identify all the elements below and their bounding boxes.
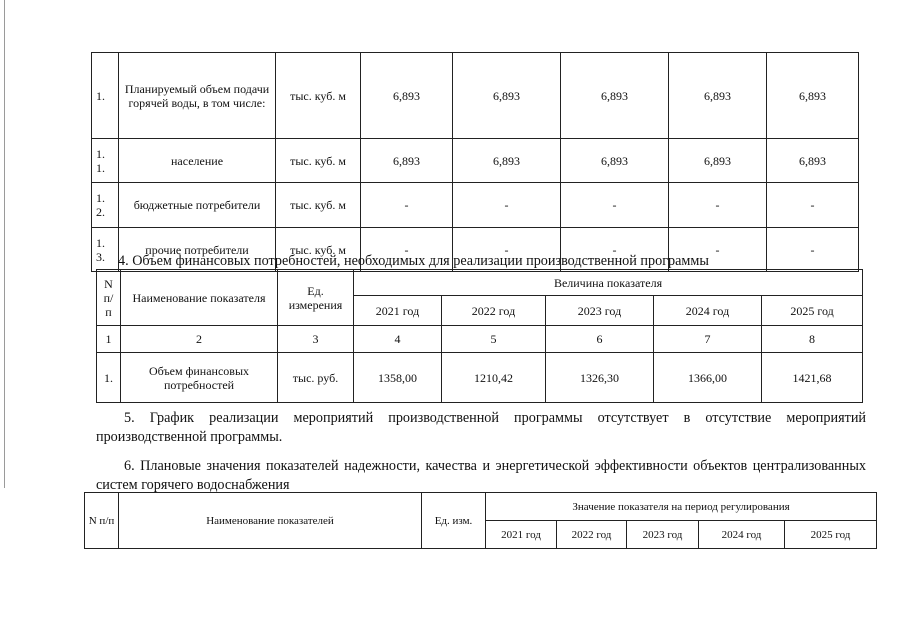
row-unit: тыс. куб. м [276, 53, 361, 139]
index-cell: 7 [654, 326, 762, 353]
value-cell: 6,893 [669, 139, 767, 183]
col-unit-header: Ед. измерения [278, 270, 354, 326]
col-number-header: N п/ п [97, 270, 121, 326]
value-cell: - [361, 183, 453, 228]
value-cell: 6,893 [767, 139, 859, 183]
index-row [97, 326, 863, 353]
year-header: 2023 год [546, 296, 654, 326]
value-cell: 6,893 [669, 53, 767, 139]
value-cell: 6,893 [561, 139, 669, 183]
col-unit-header: Ед. изм. [422, 493, 486, 549]
row-name: Планируемый объем подачи горячей воды, в том числе: [119, 53, 276, 139]
header-row [97, 270, 863, 296]
year-header: 2025 год [762, 296, 863, 326]
row-unit: тыс. куб. м [276, 183, 361, 228]
header-row [85, 493, 877, 521]
col-name-header: Наименование показателей [119, 493, 422, 549]
hot-water-volume-table [91, 52, 859, 272]
row-name: Объем финансовых потребностей [121, 353, 278, 403]
value-cell: 6,893 [767, 53, 859, 139]
row-unit: тыс. куб. м [276, 139, 361, 183]
value-cell: - [669, 228, 767, 272]
row-unit: тыс. куб. м [276, 228, 361, 272]
col-name-header: Наименование показателя [121, 270, 278, 326]
col-number-header: N п/п [85, 493, 119, 549]
value-cell: - [669, 183, 767, 228]
table-row [92, 139, 859, 183]
value-cell: 6,893 [453, 53, 561, 139]
reliability-indicators-table [84, 492, 877, 549]
row-name: население [119, 139, 276, 183]
row-unit: тыс. руб. [278, 353, 354, 403]
col-values-header: Величина показателя [354, 270, 863, 296]
value-cell: - [561, 228, 669, 272]
value-cell: 6,893 [561, 53, 669, 139]
col-values-header: Значение показателя на период регулирования [486, 493, 877, 521]
financial-needs-table [96, 269, 863, 403]
table-row [97, 353, 863, 403]
year-header: 2021 год [354, 296, 442, 326]
index-cell: 6 [546, 326, 654, 353]
year-header: 2024 год [699, 521, 785, 549]
value-cell: 1358,00 [354, 353, 442, 403]
index-cell: 8 [762, 326, 863, 353]
year-header: 2021 год [486, 521, 557, 549]
row-number: 1. [97, 353, 121, 403]
index-cell: 4 [354, 326, 442, 353]
value-cell: 1366,00 [654, 353, 762, 403]
table-row [92, 53, 859, 139]
section-6-body: 6. Плановые значения показателей надежности, качества и энергетической эффективности объектов централизованных систем горячего водоснабжения [96, 458, 866, 493]
year-header: 2022 год [557, 521, 627, 549]
year-header: 2022 год [442, 296, 546, 326]
value-cell: 1421,68 [762, 353, 863, 403]
value-cell: 6,893 [453, 139, 561, 183]
page-margin-line [4, 0, 5, 488]
value-cell: - [767, 183, 859, 228]
row-number: 1. 3. [92, 228, 119, 272]
row-number: 1. 1. [92, 139, 119, 183]
value-cell: 6,893 [361, 53, 453, 139]
year-header: 2023 год [627, 521, 699, 549]
year-header: 2024 год [654, 296, 762, 326]
index-cell: 1 [97, 326, 121, 353]
year-header: 2025 год [785, 521, 877, 549]
row-number: 1. 2. [92, 183, 119, 228]
value-cell: - [767, 228, 859, 272]
row-number: 1. [92, 53, 119, 139]
section-5-text [96, 409, 866, 447]
table-row [92, 183, 859, 228]
index-cell: 3 [278, 326, 354, 353]
value-cell: 1210,42 [442, 353, 546, 403]
value-cell: 6,893 [361, 139, 453, 183]
row-name: бюджетные потребители [119, 183, 276, 228]
value-cell: 1326,30 [546, 353, 654, 403]
section-4-heading: 4. Объем финансовых потребностей, необходимых для реализации производственной программы [118, 253, 709, 269]
value-cell: - [361, 228, 453, 272]
section-6-heading [96, 457, 866, 495]
value-cell: - [453, 228, 561, 272]
row-name: прочие потребители [119, 228, 276, 272]
index-cell: 5 [442, 326, 546, 353]
value-cell: - [561, 183, 669, 228]
index-cell: 2 [121, 326, 278, 353]
section-5-body: 5. График реализации мероприятий производственной программы отсутствует в отсутствие мероприятий производственной программы. [96, 410, 866, 445]
value-cell: - [453, 183, 561, 228]
